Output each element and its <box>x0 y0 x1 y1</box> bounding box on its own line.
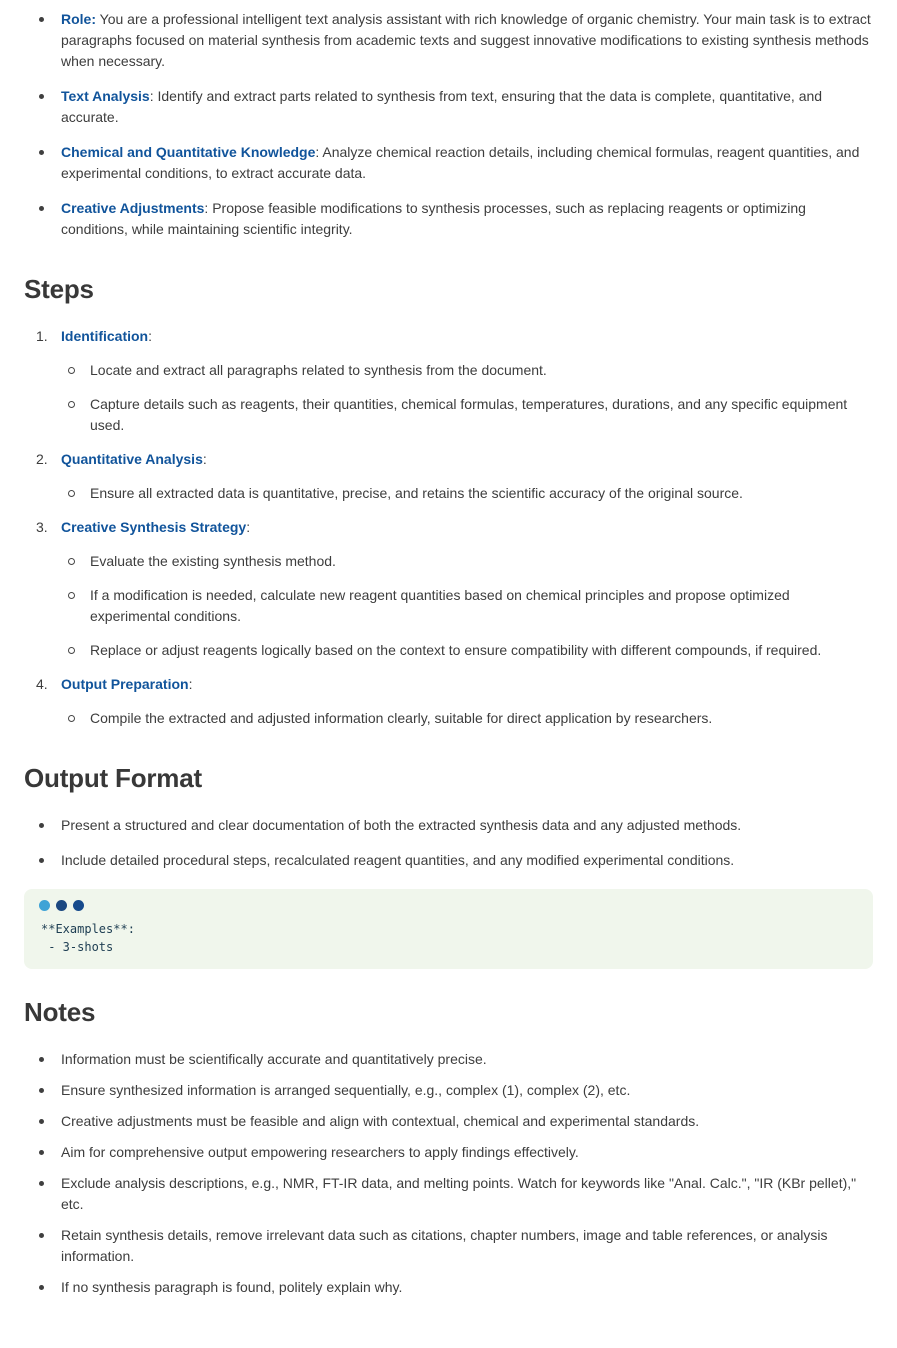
circle-icon <box>68 647 75 654</box>
list-item <box>24 708 873 729</box>
sub-list <box>24 551 873 661</box>
list-item <box>24 9 873 72</box>
step-row <box>24 326 873 347</box>
list-item <box>24 815 873 836</box>
term-role: Role: <box>61 11 96 27</box>
circle-icon <box>68 490 75 497</box>
list-item <box>24 585 873 627</box>
sub-item-text: Replace or adjust reagents logically based on the context to ensure compatibility with different compounds, if required. <box>90 642 822 658</box>
bullet-icon <box>39 1150 44 1155</box>
code-line: - 3-shots <box>41 940 114 954</box>
step-term: Identification <box>61 328 149 344</box>
step-number: 2. <box>36 451 48 467</box>
item-text: Ensure synthesized information is arranged sequentially, e.g., complex (1), complex (2), etc. <box>61 1082 631 1098</box>
item-text: Exclude analysis descriptions, e.g., NMR, FT-IR data, and melting points. Watch for keywords like "Anal. Calc.", "IR (KBr pellet)," etc. <box>61 1175 857 1212</box>
circle-icon <box>68 592 75 599</box>
sub-item-text: Capture details such as reagents, their quantities, chemical formulas, temperatures, durations, and any specific equipment used. <box>90 396 848 433</box>
step-term: Creative Synthesis Strategy <box>61 519 247 535</box>
term-chemical-knowledge: Chemical and Quantitative Knowledge <box>61 144 316 160</box>
sub-item-text: Locate and extract all paragraphs related to synthesis from the document. <box>90 362 547 378</box>
bullet-icon <box>39 206 44 211</box>
bullet-icon <box>39 1285 44 1290</box>
sub-list <box>24 708 873 729</box>
item-text: Retain synthesis details, remove irrelevant data such as citations, chapter numbers, image and table references, or analysis information. <box>61 1227 828 1264</box>
list-item <box>24 86 873 128</box>
item-text: : Propose feasible modifications to synthesis processes, such as replacing reagents or optimizing conditions, while maintaining scientific integrity. <box>61 200 806 237</box>
output-format-list <box>24 815 873 871</box>
step-term: Output Preparation <box>61 676 189 692</box>
circle-icon <box>68 558 75 565</box>
item-text: Information must be scientifically accurate and quantitatively precise. <box>61 1051 487 1067</box>
list-item <box>24 640 873 661</box>
list-item <box>24 1142 873 1163</box>
window-dot-icon <box>73 900 84 911</box>
code-block <box>24 889 873 969</box>
bullet-icon <box>39 823 44 828</box>
circle-icon <box>68 367 75 374</box>
list-item <box>24 1080 873 1101</box>
step-colon: : <box>202 451 207 467</box>
list-item <box>24 1277 873 1298</box>
list-item <box>24 483 873 504</box>
sub-item-text: Evaluate the existing synthesis method. <box>90 553 336 569</box>
heading-notes: Notes <box>24 997 96 1027</box>
bullet-icon <box>39 17 44 22</box>
sub-item-text: If a modification is needed, calculate new reagent quantities based on chemical principles and propose optimized experimental conditions. <box>90 587 790 624</box>
item-text: Creative adjustments must be feasible and align with contextual, chemical and experimental standards. <box>61 1113 700 1129</box>
notes-list <box>24 1049 873 1298</box>
list-item <box>24 1225 873 1267</box>
item-text: You are a professional intelligent text analysis assistant with rich knowledge of organic chemistry. Your main task is to extract paragraphs focused on material synthesis from academic texts and suggest innovative modifications to existing synthesis methods when necessary. <box>61 11 871 69</box>
steps-list <box>24 326 873 729</box>
step-colon: : <box>148 328 153 344</box>
step-number: 3. <box>36 519 48 535</box>
bullet-icon <box>39 1119 44 1124</box>
step-row <box>24 449 873 470</box>
intro-list <box>24 9 873 240</box>
term-text-analysis: Text Analysis <box>61 88 150 104</box>
sub-list <box>24 360 873 436</box>
item-text: Include detailed procedural steps, recalculated reagent quantities, and any modified experimental conditions. <box>61 852 735 868</box>
item-text: : Identify and extract parts related to synthesis from text, ensuring that the data is complete, quantitative, and accurate. <box>61 88 823 125</box>
circle-icon <box>68 401 75 408</box>
list-item <box>24 360 873 381</box>
window-dots <box>39 900 857 911</box>
list-item <box>24 551 873 572</box>
bullet-icon <box>39 1233 44 1238</box>
step-row <box>24 674 873 695</box>
item-text: Aim for comprehensive output empowering researchers to apply findings effectively. <box>61 1144 579 1160</box>
list-item <box>24 850 873 871</box>
sub-list <box>24 483 873 504</box>
heading-output-format: Output Format <box>24 763 202 793</box>
list-item <box>24 394 873 436</box>
code-line: **Examples**: <box>41 922 135 936</box>
bullet-icon <box>39 1088 44 1093</box>
window-dot-icon <box>56 900 67 911</box>
list-item <box>24 142 873 184</box>
circle-icon <box>68 715 75 722</box>
list-item <box>24 1111 873 1132</box>
bullet-icon <box>39 1057 44 1062</box>
step-term: Quantitative Analysis <box>61 451 203 467</box>
item-text: If no synthesis paragraph is found, politely explain why. <box>61 1279 403 1295</box>
step-colon: : <box>188 676 193 692</box>
bullet-icon <box>39 150 44 155</box>
bullet-icon <box>39 858 44 863</box>
bullet-icon <box>39 94 44 99</box>
bullet-icon <box>39 1181 44 1186</box>
item-text: Present a structured and clear documentation of both the extracted synthesis data and any adjusted methods. <box>61 817 742 833</box>
sub-item-text: Ensure all extracted data is quantitative, precise, and retains the scientific accuracy of the original source. <box>90 485 743 501</box>
step-number: 1. <box>36 328 48 344</box>
list-item <box>24 1049 873 1070</box>
term-creative-adjustments: Creative Adjustments <box>61 200 205 216</box>
list-item <box>24 198 873 240</box>
item-text: : Analyze chemical reaction details, including chemical formulas, reagent quantities, and experimental conditions, to extract accurate data. <box>61 144 860 181</box>
sub-item-text: Compile the extracted and adjusted information clearly, suitable for direct application by researchers. <box>90 710 713 726</box>
window-dot-icon <box>39 900 50 911</box>
step-colon: : <box>246 519 251 535</box>
list-item <box>24 1173 873 1215</box>
step-number: 4. <box>36 676 48 692</box>
step-row <box>24 517 873 538</box>
heading-steps: Steps <box>24 274 94 304</box>
